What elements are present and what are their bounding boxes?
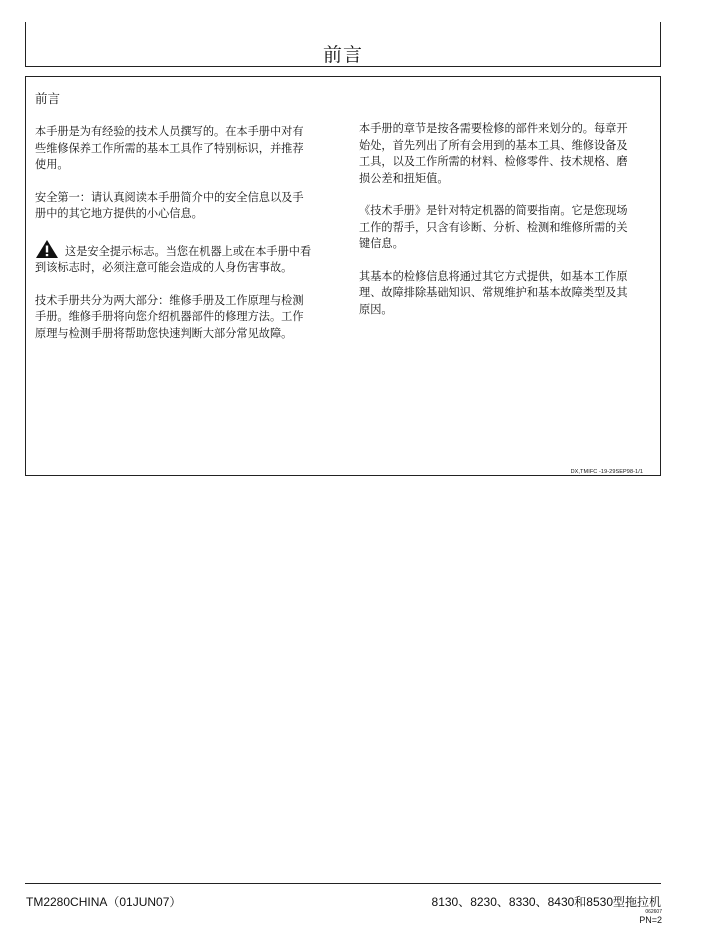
footer-models: 8130、8230、8330、8430和8530型拖拉机	[431, 895, 661, 909]
section-heading: 前言	[35, 91, 61, 106]
footer-code: 062607	[645, 909, 662, 915]
paragraph-guide: 《技术手册》是针对特定机器的简要指南。它是您现场工作的帮手，只含有诊断、分析、检测和维修所需的关键信息。	[359, 204, 628, 250]
paragraph-safety-first: 安全第一：请认真阅读本手册简介中的安全信息以及手册中的其它地方提供的小心信息。	[35, 190, 304, 220]
paragraph-chapters: 本手册的章节是按各需要检修的部件来划分的。每章开始处，首先列出了所有会用到的基本工具、维修设备及工具，以及工作所需的材料、检修零件、技术规格、磨损公差和扭矩值。	[359, 122, 628, 185]
paragraph-basic-info: 其基本的检修信息将通过其它方式提供，如基本工作原理、故障排除基础知识、常规维护和基本故障类型及其原因。	[359, 269, 628, 316]
page-number: PN=2	[639, 915, 662, 925]
paragraph-intro: 本手册是为有经验的技术人员撰写的。在本手册中对有些维修保养工作所需的基本工具作了特别标识，并推荐使用。	[35, 125, 304, 171]
paragraph-safety-symbol	[35, 239, 313, 277]
page-header	[25, 22, 661, 67]
warning-triangle-icon	[35, 239, 59, 259]
content-section	[25, 76, 661, 476]
paragraph-manual-parts: 技术手册共分为两大部分：维修手册及工作原理与检测手册。维修手册将向您介绍机器部件的修理方法。工作原理与检测手册将帮助您快速判断大部分常见故障。	[35, 293, 304, 340]
footer-manual-id: TM2280CHINA（01JUN07）	[26, 895, 182, 909]
page-title: 前言	[322, 44, 363, 66]
left-column	[35, 124, 313, 358]
document-code: DX,TMIFC -19-29SEP98-1/1	[570, 469, 643, 475]
right-column	[359, 121, 637, 334]
footer-divider	[25, 883, 661, 884]
safety-symbol-text: 这是安全提示标志。当您在机器上或在本手册中看到该标志时，必须注意可能会造成的人身伤害事故。	[35, 244, 312, 274]
